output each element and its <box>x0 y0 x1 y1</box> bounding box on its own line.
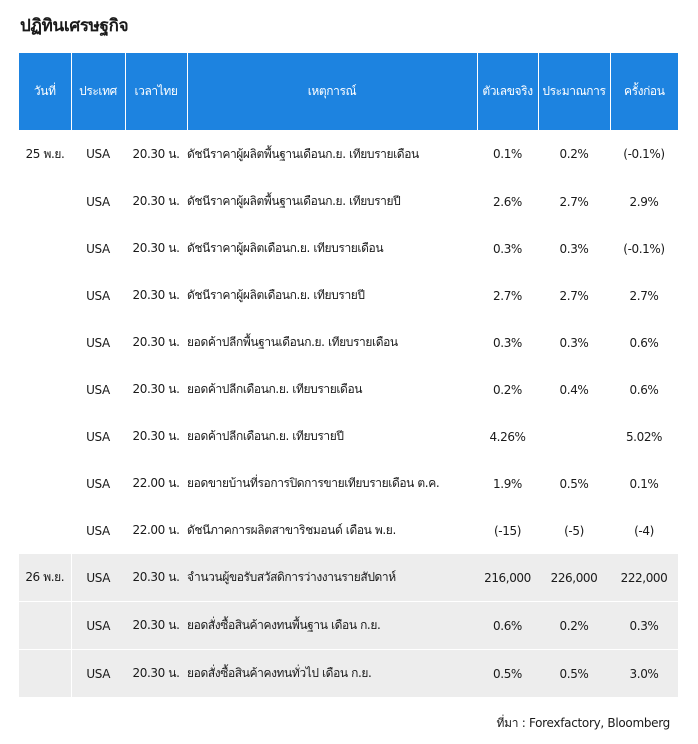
col-header-event: เหตุการณ์ <box>187 53 477 130</box>
cell-forecast: 2.7% <box>559 194 589 209</box>
cell-event: ดัชนีภาคการผลิตสาขาริชมอนด์ เดือน พ.ย. <box>187 523 396 537</box>
cell-actual: 4.26% <box>489 429 526 444</box>
col-header-actual: ตัวเลขจริง <box>477 53 538 130</box>
cell-event: ยอดสั่งซื้อสินค้าคงทนทั่วไป เดือน ก.ย. <box>187 650 477 698</box>
cell-forecast: 0.2% <box>538 602 610 650</box>
cell-event: ดัชนีราคาผู้ผลิตพื้นฐานเดือนก.ย. เทียบรายเดือน <box>187 146 419 161</box>
economic-calendar-table <box>19 53 678 697</box>
cell-country: USA <box>86 429 110 444</box>
cell-time: 20.30 น. <box>125 554 187 602</box>
cell-actual: 1.9% <box>493 476 522 491</box>
cell-time: 20.30 น. <box>132 146 180 161</box>
cell-date <box>19 413 71 460</box>
cell-actual: (-15) <box>494 523 521 538</box>
cell-event: ยอดค้าปลีกเดือนก.ย. เทียบรายเดือน <box>187 382 363 396</box>
cell-date <box>19 460 71 507</box>
cell-country: USA <box>71 602 125 650</box>
cell-time: 22.00 น. <box>132 523 180 537</box>
cell-country: USA <box>71 650 125 698</box>
table-row <box>19 507 678 554</box>
cell-previous: 0.6% <box>629 382 659 397</box>
cell-forecast: 0.5% <box>538 650 610 698</box>
col-header-forecast: ประมาณการ <box>538 53 610 130</box>
cell-country: USA <box>86 288 110 303</box>
cell-date <box>19 319 71 366</box>
cell-date <box>19 178 71 225</box>
cell-event: ดัชนีราคาผู้ผลิตเดือนก.ย. เทียบรายปี <box>187 288 365 302</box>
cell-event: ยอดค้าปลีกเดือนก.ย. เทียบรายปี <box>187 429 344 443</box>
table-row <box>19 272 678 319</box>
cell-event: ยอดสั่งซื้อสินค้าคงทนพื้นฐาน เดือน ก.ย. <box>187 602 477 650</box>
cell-date <box>19 602 71 650</box>
cell-time: 20.30 น. <box>132 288 180 302</box>
cell-event: จำนวนผู้ขอรับสวัสดิการว่างงานรายสัปดาห์ <box>187 554 477 602</box>
cell-previous: 222,000 <box>610 554 678 602</box>
cell-actual: 2.7% <box>493 288 522 303</box>
cell-time: 20.30 น. <box>125 602 187 650</box>
cell-previous: 0.1% <box>629 476 659 491</box>
table-header-row <box>19 53 678 130</box>
cell-previous: (-0.1%) <box>623 147 665 161</box>
table-row <box>19 413 678 460</box>
cell-previous: 0.6% <box>629 335 659 350</box>
table-row <box>19 650 678 698</box>
cell-previous: (-0.1%) <box>623 241 665 256</box>
col-header-previous: ครั้งก่อน <box>610 53 678 130</box>
table-row <box>19 602 678 650</box>
cell-date <box>19 366 71 413</box>
table-row <box>19 554 678 602</box>
table-row <box>19 225 678 272</box>
cell-event: ดัชนีราคาผู้ผลิตเดือนก.ย. เทียบรายเดือน <box>187 241 384 255</box>
table-row <box>19 319 678 366</box>
cell-actual: 0.2% <box>493 382 522 397</box>
cell-actual: 0.5% <box>477 650 538 698</box>
cell-event: ยอดขายบ้านที่รอการปิดการขายเทียบรายเดือน ต.ค. <box>187 476 440 490</box>
cell-previous: 2.7% <box>629 288 659 303</box>
cell-forecast <box>538 413 610 460</box>
cell-country: USA <box>86 147 110 161</box>
cell-actual: 0.3% <box>493 335 522 350</box>
cell-forecast: 2.7% <box>559 288 589 303</box>
cell-forecast: 0.4% <box>559 382 589 397</box>
cell-actual: 2.6% <box>493 194 522 209</box>
cell-date: 25 พ.ย. <box>25 146 65 161</box>
cell-forecast: 0.2% <box>559 147 589 161</box>
cell-forecast: 226,000 <box>538 554 610 602</box>
col-header-date: วันที่ <box>19 53 71 130</box>
table-row <box>19 460 678 507</box>
cell-time: 20.30 น. <box>132 382 180 396</box>
cell-country: USA <box>71 554 125 602</box>
cell-event: ยอดค้าปลีกพื้นฐานเดือนก.ย. เทียบรายเดือน <box>187 335 398 349</box>
cell-previous: 2.9% <box>629 194 659 209</box>
cell-date: 26 พ.ย. <box>19 554 71 602</box>
cell-date <box>19 225 71 272</box>
cell-time: 20.30 น. <box>132 241 180 255</box>
cell-time: 20.30 น. <box>125 650 187 698</box>
cell-date <box>19 272 71 319</box>
cell-event: ดัชนีราคาผู้ผลิตพื้นฐานเดือนก.ย. เทียบรายปี <box>187 194 401 208</box>
cell-forecast: 0.3% <box>559 335 589 350</box>
cell-time: 20.30 น. <box>132 194 180 208</box>
cell-time: 20.30 น. <box>132 335 180 349</box>
cell-forecast: (-5) <box>564 523 584 538</box>
cell-time: 22.00 น. <box>132 476 180 490</box>
page-title: ปฏิทินเศรษฐกิจ <box>20 16 129 36</box>
cell-country: USA <box>86 335 110 350</box>
cell-time: 20.30 น. <box>132 429 180 443</box>
table-row <box>19 130 678 178</box>
cell-actual: 0.3% <box>493 241 522 256</box>
cell-country: USA <box>86 476 110 491</box>
cell-previous: (-4) <box>634 523 654 538</box>
cell-country: USA <box>86 241 110 256</box>
cell-country: USA <box>86 523 110 538</box>
col-header-time: เวลาไทย <box>125 53 187 130</box>
cell-date <box>19 650 71 698</box>
cell-country: USA <box>86 194 110 209</box>
table-row <box>19 178 678 225</box>
cell-country: USA <box>86 382 110 397</box>
col-header-country: ประเทศ <box>71 53 125 130</box>
cell-actual: 216,000 <box>477 554 538 602</box>
cell-previous: 0.3% <box>610 602 678 650</box>
table-row <box>19 366 678 413</box>
cell-forecast: 0.3% <box>559 241 589 256</box>
cell-actual: 0.6% <box>477 602 538 650</box>
cell-forecast: 0.5% <box>559 476 589 491</box>
cell-previous: 3.0% <box>610 650 678 698</box>
source-note: ที่มา : Forexfactory, Bloomberg <box>496 716 670 730</box>
cell-previous: 5.02% <box>625 429 663 444</box>
cell-date <box>19 507 71 554</box>
cell-actual: 0.1% <box>493 147 522 161</box>
